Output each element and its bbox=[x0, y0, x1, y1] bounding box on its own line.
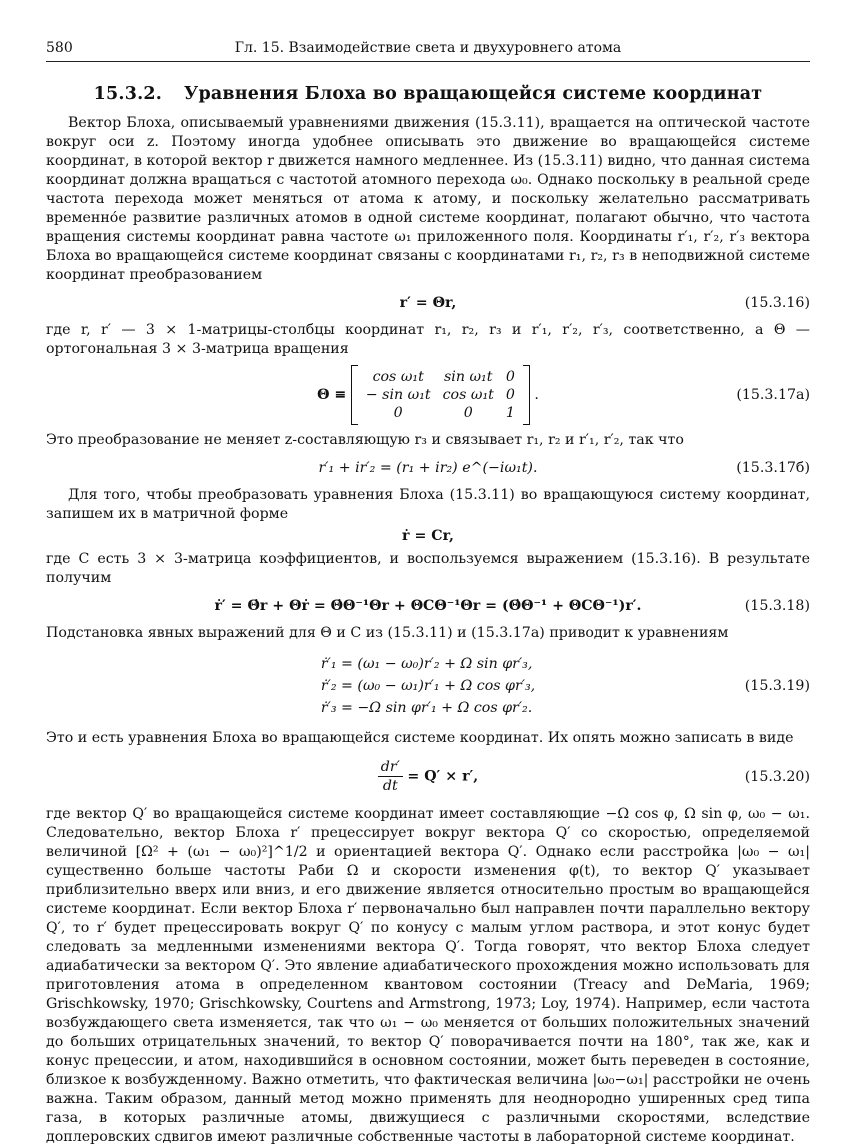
fraction-denominator: dt bbox=[382, 778, 398, 794]
paragraph-intro: Вектор Блоха, описываемый уравнениями движения (15.3.11), вращается на оптической частоте вокруг оси z. Поэтому иногда удобнее описывать это движение во вращающейся системе координат, в которой вектор r движется намного медленнее. Из (15.3.11) видно, что данная система координат должна вращаться с частотой атомного перехода ω₀. Однако поскольку в реальной среде частота перехода может меняться от атома к атому, и поскольку желательно рассматривать временно́е развитие различных атомов в одной системе координат, полагают обычно, что частота вращения системы координат равна частоте ω₁ приложенного поля. Координаты r′₁, r′₂, r′₃ вектора Блоха во вращающейся системе координат связаны с координатами r₁, r₂, r₃ в неподвижной системе координат преобразованием bbox=[46, 115, 810, 283]
running-title: Гл. 15. Взаимодействие света и двухуровнего атома bbox=[234, 40, 622, 56]
matrix-grid bbox=[360, 368, 521, 422]
matrix-left-bracket bbox=[351, 365, 358, 425]
matrix-cell: 1 bbox=[505, 405, 515, 421]
equation-body: r′₁ + ir′₂ = (r₁ + ir₂) e^(−iω₁t). bbox=[318, 460, 538, 476]
matrix-cell: − sin ω₁t bbox=[365, 387, 431, 403]
matrix-cell: 0 bbox=[505, 369, 515, 385]
equation-15-3-20 bbox=[46, 758, 810, 795]
equation-line: ṙ′₃ = −Ω sin φr′₁ + Ω cos φr′₂. bbox=[320, 700, 533, 716]
section-heading bbox=[46, 84, 810, 104]
running-header bbox=[46, 40, 810, 62]
matrix-cell: sin ω₁t bbox=[444, 369, 493, 385]
paragraph-substitution: Подстановка явных выражений для Θ и C из (15.3.11) и (15.3.17а) приводит к уравнениям bbox=[46, 625, 729, 641]
page-number: 580 bbox=[46, 40, 73, 56]
equation-number: (15.3.20) bbox=[744, 768, 810, 785]
fraction-numerator: dr′ bbox=[378, 758, 403, 777]
equation-rhs: = Q′ × r′, bbox=[407, 768, 479, 785]
equation-line: ṙ′₁ = (ω₁ − ω₀)r′₂ + Ω sin φr′₃, bbox=[320, 656, 533, 672]
matrix-cell: cos ω₁t bbox=[442, 387, 494, 403]
paragraph-bloch-rotating: Это и есть уравнения Блоха во вращающейся системе координат. Их опять можно записать в виде bbox=[46, 730, 794, 746]
equation-number: (15.3.18) bbox=[744, 598, 810, 614]
matrix-cell: 0 bbox=[463, 405, 473, 421]
matrix-right-bracket bbox=[523, 365, 530, 425]
paragraph-adiabatic: где вектор Q′ во вращающейся системе координат имеет составляющие −Ω cos φ, Ω sin φ, ω₀ − ω₁. Следовательно, вектор Блоха r′ прецессирует вокруг вектора Q′ со скоростью, определяемой величиной [Ω² + (ω₁ − ω₀)²]^1/2 и ориентацией вектора Q′. Однако если расстройка |ω₀ − ω₁| существенно больше частоты Раби Ω и скорости изменения φ(t), то вектор Q′ указывает приблизительно вверх или вниз, и его движение является относительно простым во вращающейся системе координат. Если вектор Блоха r′ первоначально был направлен почти параллельно вектору Q′, то r′ будет прецессировать вокруг Q′ по конусу с малым углом раствора, и этот конус будет следовать за медленными изменениями вектора Q′. Тогда говорят, что вектор Блоха следует адиабатически за вектором Q′. Это явление адиабатического прохождения можно использовать для приготовления атома в определенном квантовом состоянии (Treacy and DeMaria, 1969; Grischkowsky, 1970; Grischkowsky, Courtens and Armstrong, 1973; Loy, 1974). Например, если частота возбуждающего света изменяется, так что ω₁ − ω₀ меняется от больших положительных значений до больших отрицательных значений, то вектор Q′ поворачивается почти на 180°, так же, как и конус прецессии, и атом, находившийся в основном состоянии, может быть переведен в состояние, близкое к возбужденному. Важно отметить, что фактическая величина |ω₀−ω₁| расстройки не очень важна. Таким образом, данный метод можно применять для неоднородно уширенных сред типа газа, в которых различные атомы, движущиеся с различными скоростями, вследствие доплеровских сдвигов имеют различные собственные частоты в лабораторной системе координат. bbox=[46, 806, 810, 1145]
equation-number: (15.3.17а) bbox=[736, 387, 810, 403]
equation-15-3-16 bbox=[46, 295, 810, 311]
equation-15-3-19 bbox=[46, 653, 810, 719]
paragraph-coefficients: где C есть 3 × 3-матрица коэффициентов, и воспользуемся выражением (15.3.16). В результате получим bbox=[46, 551, 810, 586]
equation-tail: . bbox=[534, 387, 539, 403]
equation-15-3-18 bbox=[46, 598, 810, 614]
paragraph-transformation: Это преобразование не меняет z-составляющую r₃ и связывает r₁, r₂ и r′₁, r′₂, так что bbox=[46, 432, 684, 448]
matrix-cell: 0 bbox=[505, 387, 515, 403]
equation-number: (15.3.17б) bbox=[736, 460, 810, 476]
equation-15-3-17b bbox=[46, 460, 810, 476]
equation-body: ṙ′ = Θ̇r + Θṙ = Θ̇Θ⁻¹Θr + ΘCΘ⁻¹Θr = (Θ̇Θ⁻¹ + ΘCΘ⁻¹)r′. bbox=[214, 598, 642, 614]
equation-number: (15.3.19) bbox=[744, 678, 810, 694]
rotation-matrix bbox=[351, 365, 530, 425]
derivative-fraction bbox=[378, 758, 403, 795]
equation-line: ṙ′₂ = (ω₀ − ω₁)r′₁ + Ω cos φr′₃, bbox=[320, 678, 536, 694]
equation-body: ṙ = Cr, bbox=[402, 528, 454, 544]
section-title: Уравнения Блоха во вращающейся системе координат bbox=[184, 84, 763, 104]
equation-lines bbox=[321, 653, 535, 719]
equation-15-3-17a bbox=[46, 365, 810, 425]
equation-lhs: Θ ≡ bbox=[317, 387, 347, 403]
paragraph-matrix-definition: где r, r′ — 3 × 1-матрицы-столбцы координат r₁, r₂, r₃ и r′₁, r′₂, r′₃, соответственно, а Θ — ортогональная 3 × 3-матрица вращения bbox=[46, 322, 810, 357]
page bbox=[46, 40, 810, 1147]
equation-body: r′ = Θr, bbox=[399, 295, 457, 311]
equation-number: (15.3.16) bbox=[744, 295, 810, 311]
section-number: 15.3.2. bbox=[93, 84, 163, 104]
matrix-cell: 0 bbox=[393, 405, 403, 421]
paragraph-matrix-form: Для того, чтобы преобразовать уравнения Блоха (15.3.11) во вращающуюся систему координат, запишем их в матричной форме bbox=[46, 487, 810, 522]
equation-matrix-form bbox=[46, 528, 810, 544]
matrix-cell: cos ω₁t bbox=[372, 369, 424, 385]
